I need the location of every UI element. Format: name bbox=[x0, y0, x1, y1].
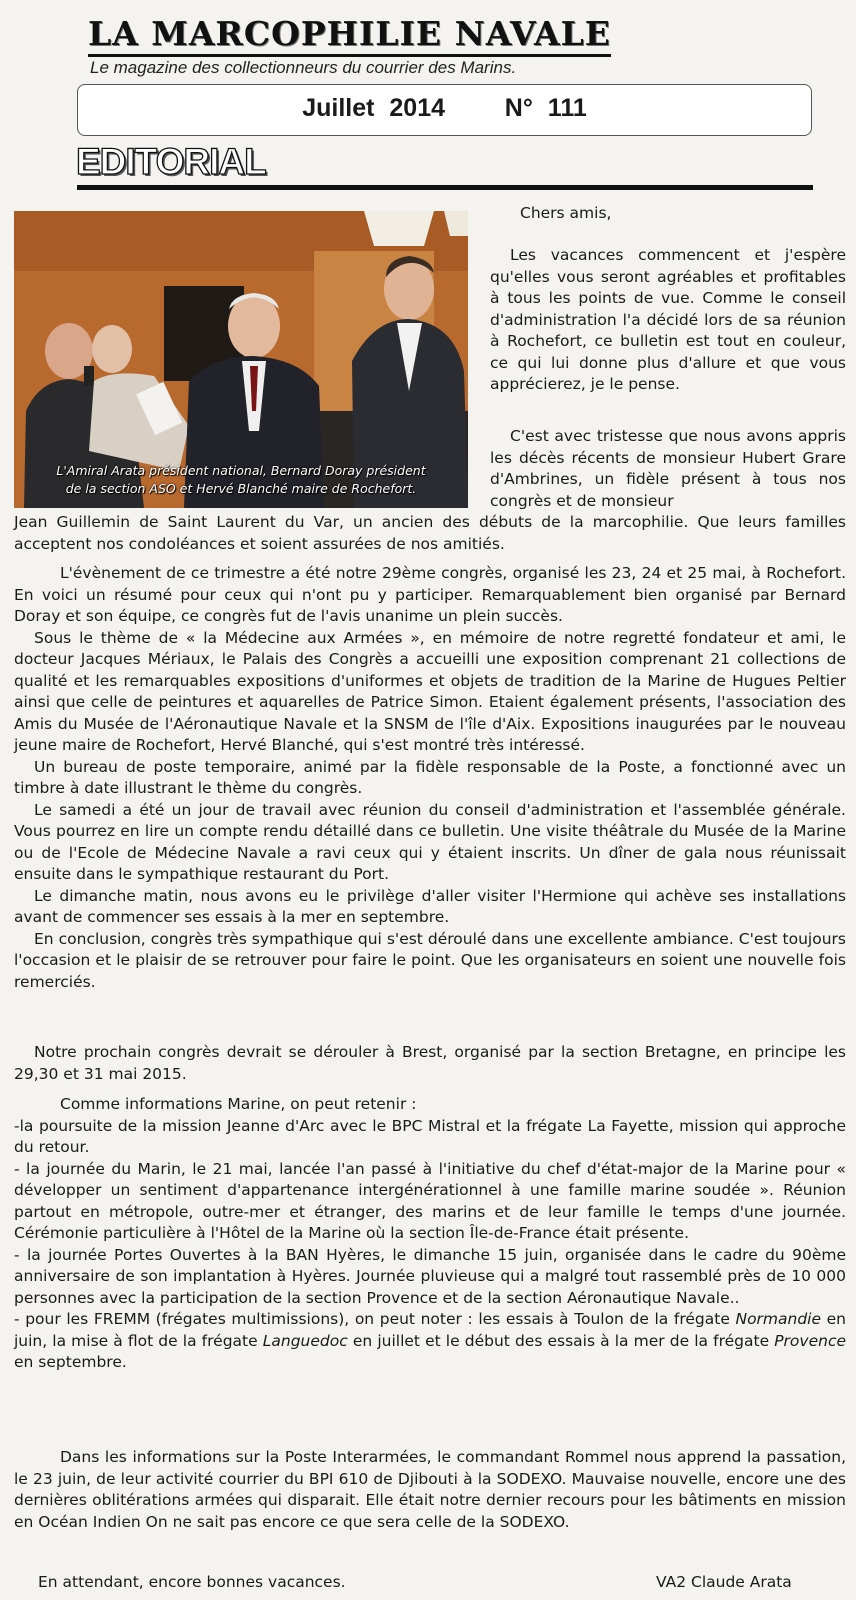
paragraph-5: Un bureau de poste temporaire, animé par la fidèle responsable de la Poste, a fonctionné avec un timbre à date illustrant le thème du congrès. bbox=[14, 757, 846, 797]
heading-rule bbox=[77, 185, 813, 190]
paragraph-7: Le dimanche matin, nous avons eu le privilège d'aller visiter l'Hermione qui achève ses installations avant de commencer ses essais à la mer en septembre. bbox=[14, 886, 846, 926]
congress-section bbox=[14, 563, 846, 993]
paragraph-4: Sous le thème de « la Médecine aux Armées », en mémoire de notre regretté fondateur et ami, le docteur Jacques Mériaux, le Palais des Congrès a accueilli une exposition comprenant 21 collections de qualité et les remarquables expositions d'uniformes et objets de tradition de la Marine de Hugues Peltier ainsi que celle de peintures et aquarelles de Patrice Simon. Etaient également présents, l'association des Amis du Musée de l'Aéronautique Navale et la SNSM de l'île d'Aix. Expositions inaugurées par le nouveau jeune maire de Rochefort, Hervé Blanché, qui s'est montré très intéressé. bbox=[14, 628, 846, 754]
congress-photo bbox=[14, 211, 468, 508]
navy-news-item-1: -la poursuite de la mission Jeanne d'Arc avec le BPC Mistral et la frégate La Fayette, mission qui approche du retour. bbox=[14, 1116, 846, 1156]
paragraph-3: L'évènement de ce trimestre a été notre 29ème congrès, organisé les 23, 24 et 25 mai, à Rochefort. En voici un résumé pour ceux qui n'ont pu y participer. Remarquablement bien organisé par Bernard Doray et son équipe, ce congrès fut de l'avis unanime un plein succès. bbox=[14, 564, 846, 625]
ship-name-3: Provence bbox=[774, 1331, 846, 1350]
signature: VA2 Claude Arata bbox=[656, 1573, 792, 1591]
greeting: Chers amis, bbox=[520, 204, 612, 222]
issue-box bbox=[77, 84, 812, 136]
issue-label: Juillet 2014 N° 111 bbox=[302, 94, 587, 122]
magazine-title: LA MARCOPHILIE NAVALE bbox=[88, 14, 611, 57]
photo-caption bbox=[14, 462, 468, 498]
paragraph-6: Le samedi a été un jour de travail avec réunion du conseil d'administration et l'assemblée générale. Vous pourrez en lire un compte rendu détaillé dans ce bulletin. Une visite théâtrale du Musée de la Marine ou de l'Ecole de Médecine Navale a ravi ceux qui y étaient inscrits. Un dîner de gala nous réunissait ensuite dans le sympathique restaurant du Port. bbox=[14, 800, 846, 883]
section-heading: EDITORIAL bbox=[76, 141, 266, 182]
navy-news-item-2: - la journée du Marin, le 21 mai, lancée l'an passé à l'initiative du chef d'état-major de la Marine pour « développer un sentiment d'appartenance intergénérationnel à une famille marine soudée ». Réunion partout en métropole, outre-mer et étranger, des marins et de leur famille le temps d'une journée. Cérémonie particulière à l'Hôtel de la Marine où la section Île-de-France était présente. bbox=[14, 1159, 846, 1242]
magazine-subtitle: Le magazine des collectionneurs du courrier des Marins. bbox=[90, 58, 517, 77]
paragraph-9: Notre prochain congrès devrait se dérouler à Brest, organisé par la section Bretagne, en principe les 29,30 et 31 mai 2015. bbox=[14, 1043, 846, 1083]
ship-name-1: Normandie bbox=[735, 1310, 822, 1328]
ship-name-2: Languedoc bbox=[262, 1331, 348, 1350]
caption-line-2: de la section ASO et Hervé Blanché maire de Rochefort. bbox=[65, 481, 417, 496]
caption-line-1: L'Amiral Arata président national, Bernard Doray président bbox=[56, 463, 426, 478]
navy-news-item-4: - pour les FREMM (frégates multimissions), on peut noter : les essais à Toulon de la frégate Normandie en juin, la mise à flot de la frégate Languedoc en juillet et le début des essais à la mer de la frégate Provence en septembre. bbox=[14, 1310, 846, 1371]
paragraph-1: Les vacances commencent et j'espère qu'elles vous seront agréables et profitables à tous les points de vue. Comme le conseil d'administration l'a décidé lors de sa réunion à Rochefort, ce bulletin est tout en couleur, ce qui lui donne plus d'allure et que vous apprécierez, je le pense. bbox=[490, 246, 846, 393]
navy-news bbox=[14, 1094, 846, 1374]
paragraph-11: Dans les informations sur la Poste Interarmées, le commandant Rommel nous apprend la passation, le 23 juin, de leur activité courrier du BPI 610 de Djibouti à la SODEXO. Mauvaise nouvelle, encore une des dernières oblitérations armées qui disparait. Elle était notre dernier recours pour les bâtiments en mission en Océan Indien On ne sait pas encore ce que sera celle de la SODEXO. bbox=[14, 1448, 846, 1531]
navy-news-item-3: - la journée Portes Ouvertes à la BAN Hyères, le dimanche 15 juin, organisée dans le cadre du 90ème anniversaire de son implantation à Hyères. Journée pluvieuse qui a malgré tout rassemblé près de 10 000 personnes avec la participation de la section Provence et de la section Aéronautique Navale.. bbox=[14, 1245, 846, 1307]
paragraph-2-start: C'est avec tristesse que nous avons appris les décès récents de monsieur Hubert Grare d'Ambrines, un fidèle présent à tous nos congrès et de monsieur bbox=[490, 427, 846, 510]
paragraph-2-end: Jean Guillemin de Saint Laurent du Var, un ancien des débuts de la marcophilie. Que leurs familles acceptent nos condoléances et soient assurées de nos amitiés. bbox=[14, 513, 846, 553]
closing-line: En attendant, encore bonnes vacances. bbox=[38, 1573, 346, 1591]
navy-news-intro: Comme informations Marine, on peut retenir : bbox=[60, 1095, 417, 1113]
paragraph-8: En conclusion, congrès très sympathique qui s'est déroulé dans une excellente ambiance. C'est toujours l'occasion et le plaisir de se retrouver pour faire le point. Que les organisateurs en soient une nouvelle fois remerciés. bbox=[14, 929, 846, 991]
